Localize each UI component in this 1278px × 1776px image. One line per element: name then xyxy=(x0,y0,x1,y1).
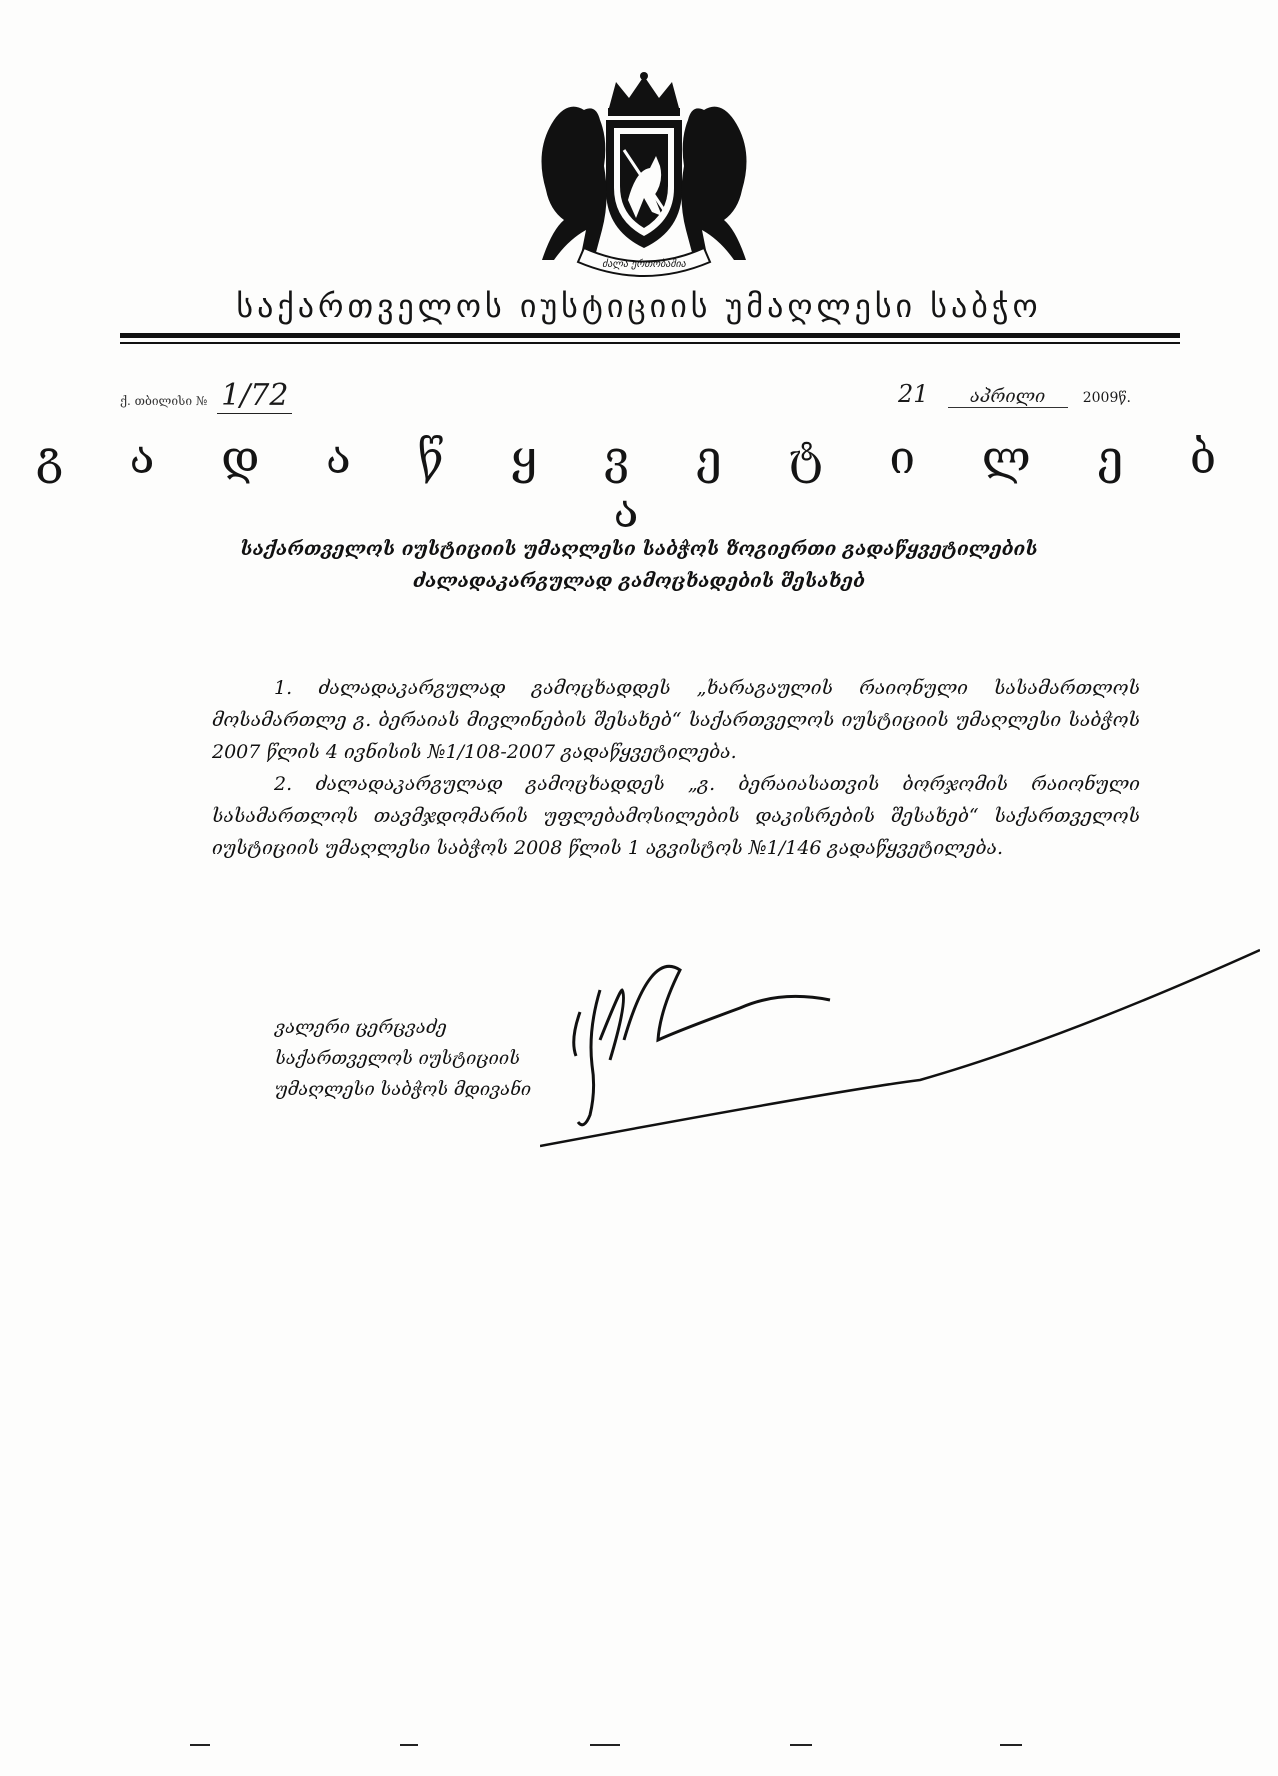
bottom-mark xyxy=(400,1744,418,1746)
bottom-mark xyxy=(590,1744,620,1746)
coat-of-arms-icon xyxy=(524,70,764,285)
bottom-mark xyxy=(1000,1744,1022,1746)
document-body xyxy=(212,672,1140,864)
document-date xyxy=(898,380,1131,408)
signer-title-line-1: საქართველოს იუსტიციის xyxy=(275,1048,521,1069)
svg-text:ძალა ერთობაშია: ძალა ერთობაშია xyxy=(602,259,686,270)
body-item-1: 1. ძალადაკარგულად გამოცხადდეს „ხარაგაულის რაიონული სასამართლოს მოსამართლე გ. ბერაიას მივლინების შესახებ“ საქართველოს იუსტიციის უმაღლესი საბჭოს 2007 წლის 4 ივნისის №1/108-2007 გადაწყვეტილება. xyxy=(212,677,1140,763)
date-year: 2009წ. xyxy=(1082,390,1131,406)
council-name: საქართველოს იუსტიციის უმაღლესი საბჭო xyxy=(236,287,1042,325)
subject-line-2: ძალადაკარგულად გამოცხადების შესახებ xyxy=(413,570,865,592)
body-item-2: 2. ძალადაკარგულად გამოცხადდეს „გ. ბერაიასათვის ბორჯომის რაიონული სასამართლოს თავმჯდომარის უფლებამოსილების დაკისრების შესახებ“ საქართველოს იუსტიციის უმაღლესი საბჭოს 2008 წლის 1 აგვისტოს №1/146 გადაწყვეტილება. xyxy=(212,773,1140,859)
handwritten-signature-icon xyxy=(540,890,1260,1150)
signer-name: ვალერი ცერცვაძე xyxy=(275,1017,447,1038)
header-rule xyxy=(120,333,1180,338)
bottom-mark xyxy=(790,1744,812,1746)
document-number-row xyxy=(120,378,292,413)
date-month: აპრილი xyxy=(948,386,1068,408)
document-subject xyxy=(200,533,1078,597)
signer-block xyxy=(275,1012,531,1105)
subject-line-1: საქართველოს იუსტიციის უმაღლესი საბჭოს ზოგიერთი გადაწყვეტილების xyxy=(240,538,1038,560)
document-type-title: გ ა დ ა წ ყ ვ ე ტ ი ლ ე ბ ა xyxy=(35,430,1243,538)
document-number: 1/72 xyxy=(217,378,292,414)
bottom-mark xyxy=(190,1744,210,1746)
header-rule-thin xyxy=(120,342,1180,344)
signer-title-line-2: უმაღლესი საბჭოს მდივანი xyxy=(275,1079,532,1100)
date-day: 21 xyxy=(898,380,929,408)
document-number-label: ქ. თბილისი № xyxy=(120,394,208,408)
